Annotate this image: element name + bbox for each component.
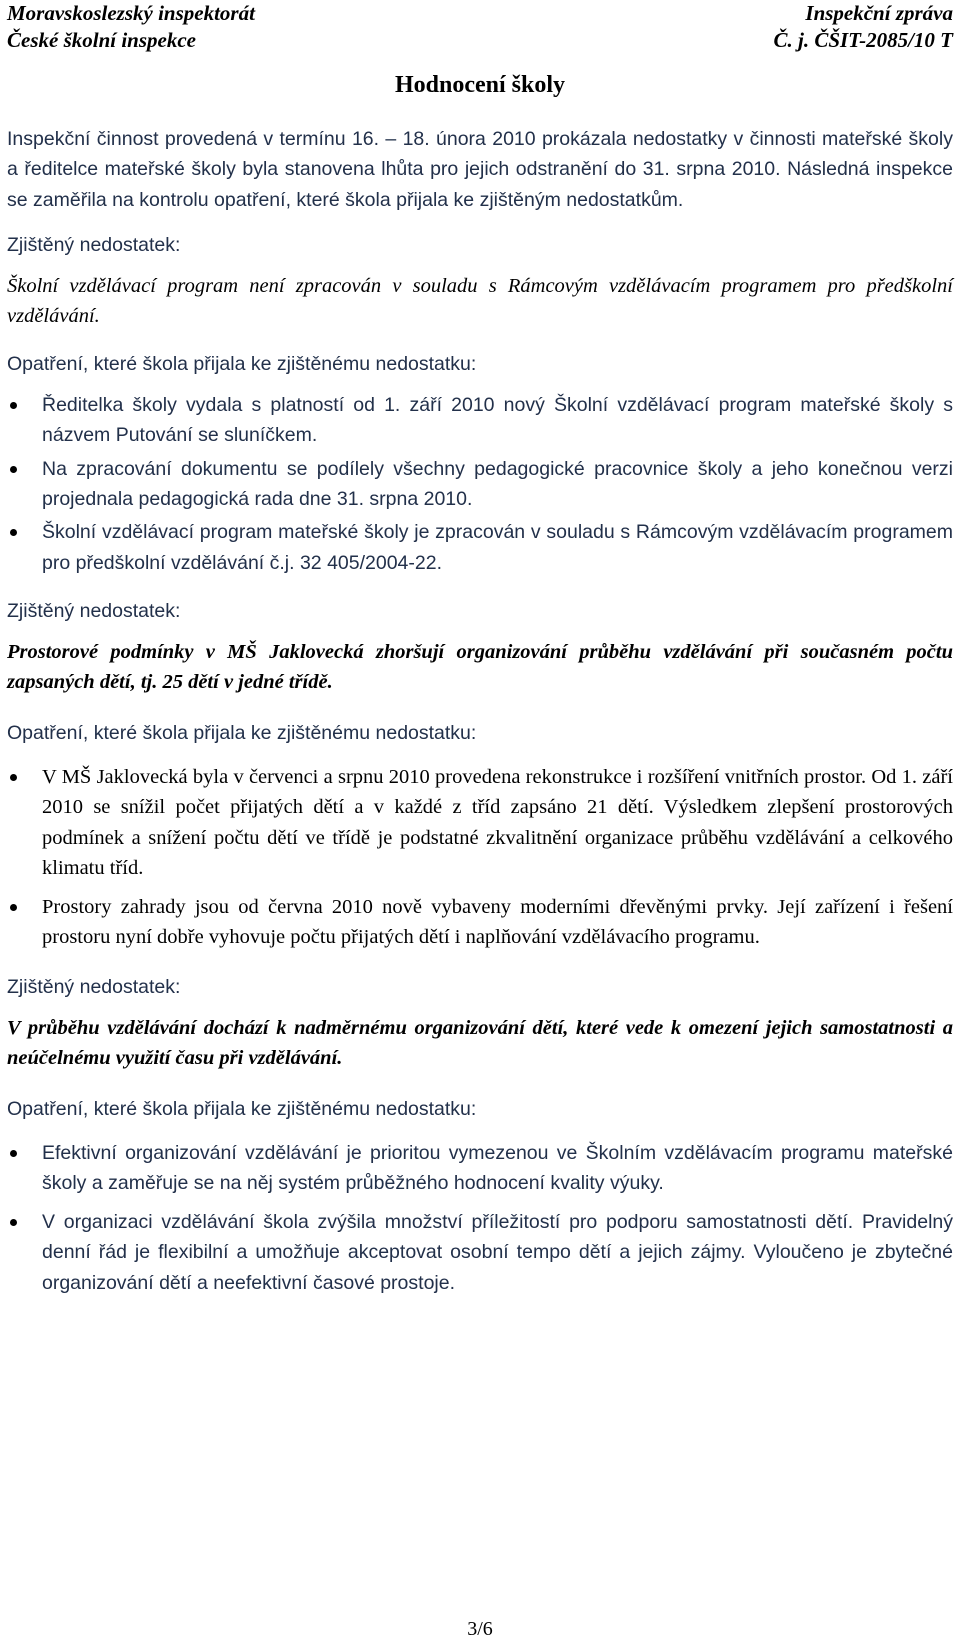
header-organization [7, 0, 255, 54]
finding-label: Zjištěný nedostatek: [7, 600, 181, 623]
list-item: Školní vzdělávací program mateřské školy je zpracován v souladu s Rámcovým vzdělávacím programem pro předškolní vzdělávání č.j. 32 405/2004-22. [7, 517, 953, 578]
document-body [7, 124, 953, 1301]
measures-list [7, 762, 953, 952]
list-item: Efektivní organizování vzdělávání je prioritou vymezenou ve Školním vzdělávacím programu mateřské školy a zaměřuje se na něj systém průběžného hodnocení kvality výuky. [7, 1138, 953, 1199]
finding-label: Zjištěný nedostatek: [7, 976, 181, 999]
header-org-line1: Moravskoslezský inspektorát [7, 1, 255, 25]
page-number: 3/6 [467, 1618, 493, 1640]
measures-list [7, 390, 953, 578]
header-report-number: Č. j. ČŠIT-2085/10 T [773, 28, 953, 52]
list-item: Na zpracování dokumentu se podílely všechny pedagogické pracovnice školy a jeho konečnou verzi projednala pedagogická rada dne 31. srpna 2010. [7, 454, 953, 515]
measures-label: Opatření, které škola přijala ke zjištěnému nedostatku: [7, 353, 477, 376]
page-title: Hodnocení školy [394, 72, 566, 98]
measures-list [7, 1138, 953, 1298]
measures-label: Opatření, které škola přijala ke zjištěnému nedostatku: [7, 1097, 477, 1120]
list-item: Ředitelka školy vydala s platností od 1. září 2010 nový Školní vzdělávací program mateřské školy s názvem Putování se sluníčkem. [7, 390, 953, 451]
intro-paragraph: Inspekční činnost provedená v termínu 16. – 18. února 2010 prokázala nedostatky v činnosti mateřské školy a ředitelce mateřské školy byla stanovena lhůta pro jejich odstranění do 31. srpna 2010. Následná inspekce se zaměřila na kontrolu opatření, které škola přijala ke zjištěným nedostatkům. [7, 128, 953, 211]
finding-text: V průběhu vzdělávání dochází k nadměrnému organizování dětí, které vede k omezení jejich samostatnosti a neúčelnému využití času při vzdělávání. [7, 1016, 953, 1070]
finding-label: Zjištěný nedostatek: [7, 234, 181, 257]
measures-label: Opatření, které škola přijala ke zjištěnému nedostatku: [7, 721, 477, 744]
header-report [773, 0, 953, 54]
finding-text: Prostorové podmínky v MŠ Jaklovecká zhoršují organizování průběhu vzdělávání při současném počtu zapsaných dětí, tj. 25 dětí v jedné třídě. [7, 640, 953, 694]
header-report-line1: Inspekční zpráva [805, 1, 953, 25]
list-item: V MŠ Jaklovecká byla v červenci a srpnu 2010 provedena rekonstrukce i rozšíření vnitřních prostor. Od 1. září 2010 se snížil počet přijatých dětí a v každé z tříd zapsáno 21 dětí. Výsledkem zlepšení prostorových podmínek a snížení počtu dětí ve třídě je podstatné zkvalitnění organizace průběhu vzdělávání a celkového klimatu tříd. [7, 762, 953, 884]
header-org-line2: České školní inspekce [7, 28, 196, 52]
list-item: Prostory zahrady jsou od června 2010 nově vybaveny moderními dřevěnými prvky. Její zařízení i řešení prostoru nyní dobře vyhovuje počtu přijatých dětí i naplňování vzdělávacího programu. [7, 892, 953, 953]
list-item: V organizaci vzdělávání škola zvýšila množství příležitostí pro podporu samostatnosti dětí. Pravidelný denní řád je flexibilní a umožňuje akceptovat osobní tempo dětí a jejich zájmy. Vyloučeno je zbytečné organizování dětí a neefektivní časové prostoje. [7, 1207, 953, 1298]
finding-text: Školní vzdělávací program není zpracován v souladu s Rámcovým vzdělávacím programem pro předškolní vzdělávání. [7, 274, 953, 328]
